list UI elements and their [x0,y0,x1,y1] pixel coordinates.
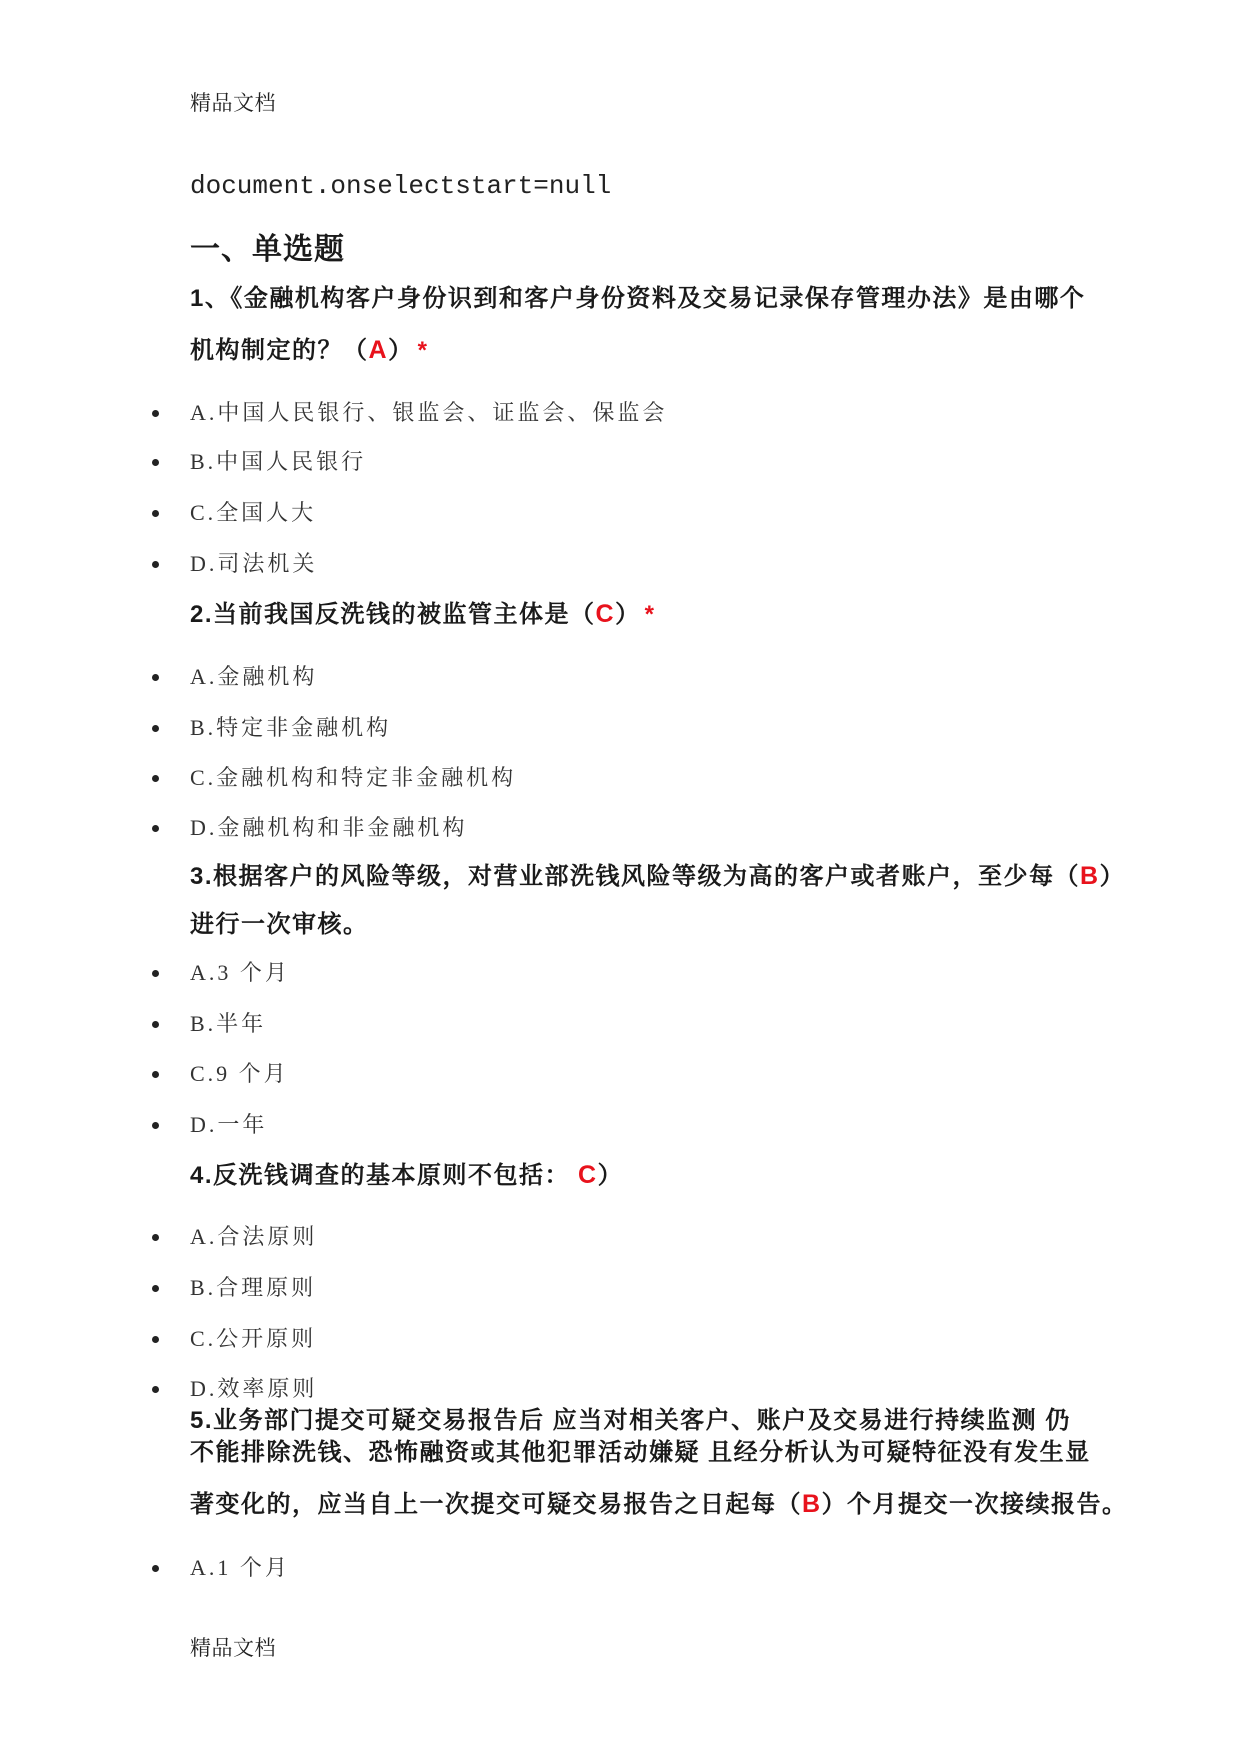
list-bullet [152,1386,159,1393]
question-5-stem-text: 著变化的，应当自上一次提交可疑交易报告之日起每（ [190,1491,802,1518]
question-2-option-b: B.特定非金融机构 [190,715,392,740]
list-bullet [152,561,159,568]
list-bullet [152,825,159,832]
question-2-option-a: A.金融机构 [190,664,318,689]
list-bullet [152,775,159,782]
question-1-option-a: A.中国人民银行、银监会、证监会、保监会 [190,400,668,425]
list-bullet [152,1285,159,1292]
question-1-stem-line-2 [190,333,428,368]
question-5-stem-line-1: 5.业务部门提交可疑交易报告后 应当对相关客户、账户及交易进行持续监测 仍 [190,1407,1071,1434]
list-bullet [152,1234,159,1241]
question-4-option-a: A.合法原则 [190,1224,318,1249]
question-1-star-mark: * [417,337,429,364]
list-bullet [152,410,159,417]
question-2-stem-close: ） [615,601,641,628]
question-4-stem-text: 4.反洗钱调查的基本原则不包括： [190,1162,571,1189]
question-2-stem [190,597,655,632]
question-3-option-d: D.一年 [190,1112,268,1137]
question-4-option-c: C.公开原则 [190,1326,317,1351]
question-3-option-c: C.9 个月 [190,1061,289,1086]
question-3-stem-line-1 [190,859,1125,894]
question-5-stem-line-2: 不能排除洗钱、恐怖融资或其他犯罪活动嫌疑 且经分析认为可疑特征没有发生显 [190,1439,1091,1466]
list-bullet [152,459,159,466]
page-footer: 精品文档 [190,1637,276,1660]
list-bullet [152,725,159,732]
page-header: 精品文档 [190,92,276,115]
question-1-option-d: D.司法机关 [190,551,318,576]
question-4-stem [190,1158,623,1193]
section-title: 一、单选题 [190,233,345,266]
question-2-stem-text: 2.当前我国反洗钱的被监管主体是（ [190,601,596,628]
question-3-stem-line-2: 进行一次审核。 [190,911,369,938]
question-5-option-a: A.1 个月 [190,1555,290,1580]
list-bullet [152,510,159,517]
question-5-answer: B [802,1490,822,1518]
question-3-option-a: A.3 个月 [190,960,290,985]
list-bullet [152,1565,159,1572]
question-2-answer: C [595,600,616,628]
question-2-option-c: C.金融机构和特定非金融机构 [190,765,517,790]
list-bullet [152,970,159,977]
list-bullet [152,1021,159,1028]
question-4-answer: C [578,1161,598,1189]
list-bullet [152,674,159,681]
question-3-stem-text: 3.根据客户的风险等级，对营业部洗钱风险等级为高的客户或者账户，至少每（ [190,863,1081,890]
question-1-stem-text: 机构制定的？（ [190,337,369,364]
list-bullet [152,1336,159,1343]
question-4-option-b: B.合理原则 [190,1275,317,1300]
question-2-option-d: D.金融机构和非金融机构 [190,815,468,840]
question-3-option-b: B.半年 [190,1011,267,1036]
question-4-option-d: D.效率原则 [190,1376,318,1401]
question-1-option-b: B.中国人民银行 [190,449,367,474]
question-3-stem-close: ） [1099,863,1126,890]
question-1-stem-close: ） [388,337,414,364]
question-5-stem-close: ）个月提交一次接续报告。 [821,1491,1128,1518]
question-4-stem-close: ） [597,1162,624,1189]
question-1-stem-line-1: 1、《金融机构客户身份识到和客户身份资料及交易记录保存管理办法》是由哪个 [190,285,1086,312]
list-bullet [152,1071,159,1078]
question-3-answer: B [1080,862,1100,890]
question-2-star-mark: * [644,601,656,628]
list-bullet [152,1122,159,1129]
question-1-answer: A [368,336,389,364]
question-1-option-c: C.全国人大 [190,500,317,525]
script-text: document.onselectstart=null [190,171,612,201]
question-5-stem-line-3 [190,1487,1128,1522]
